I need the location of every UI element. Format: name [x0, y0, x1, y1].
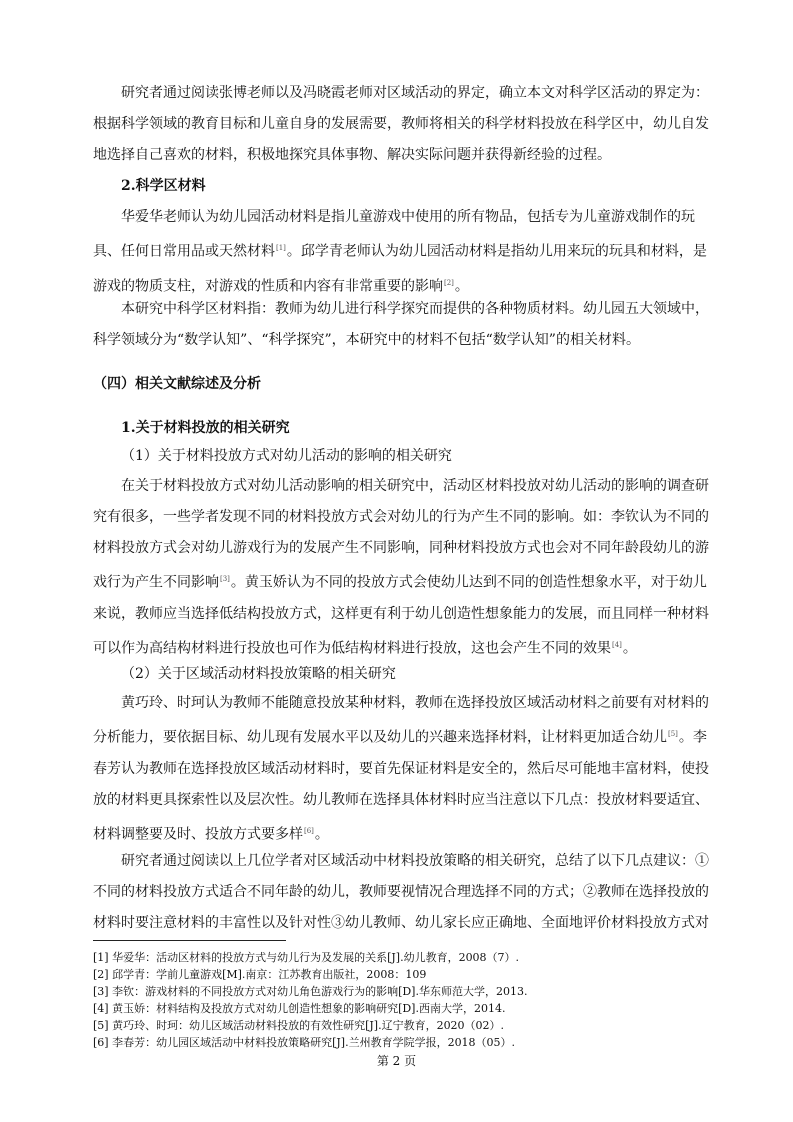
text-segment: 分析能力，要依据目标、幼儿现有发展水平以及幼儿的兴趣来选择材料，让材料更加适合幼儿: [93, 729, 667, 746]
text-line: [93, 564, 707, 599]
heading-science-materials: 2.科学区材料: [121, 178, 206, 194]
citation-ref: [3]: [220, 575, 230, 583]
text-line: 在关于材料投放方式对幼儿活动影响的相关研究中，活动区材料投放对幼儿活动的影响的调查研: [121, 478, 709, 494]
text-line: 研究者通过阅读张博老师以及冯晓霞老师对区域活动的界定，确立本文对科学区活动的界定为：: [121, 85, 709, 101]
text-line: 材料时要注意材料的丰富性以及针对性③幼儿教师、幼儿家长应正确地、全面地评价材料投放方式对: [93, 915, 709, 931]
text-line: 科学领域分为“数学认知”、“科学探究”，本研究中的材料不包括“数学认知”的相关材料。: [93, 332, 640, 348]
text-line: [93, 719, 707, 754]
citation-ref: [5]: [668, 730, 678, 738]
text-segment: 游戏的物质支柱，对游戏的性质和内容有非常重要的影响: [93, 278, 443, 295]
text-line: 黄巧玲、时珂认为教师不能随意投放某种材料，教师在选择投放区域活动材料之前要有对材料的: [121, 695, 709, 711]
text-segment: 具、任何日常用品或天然材料: [93, 243, 275, 260]
text-line: 研究者通过阅读以上几位学者对区域活动中材料投放策略的相关研究，总结了以下几点建议：①: [121, 853, 709, 869]
text-segment: 可以作为高结构材料进行投放也可作为低结构材料进行投放，这也会产生不同的效果: [93, 640, 611, 657]
text-line: 究有很多，一些学者发现不同的材料投放方式会对幼儿的行为产生不同的影响。如：李钦认为不同的: [93, 509, 709, 525]
text-segment: 材料调整要及时、投放方式要多样: [93, 826, 303, 843]
text-line: 本研究中科学区材料指：教师为幼儿进行科学探究而提供的各种物质材料。幼儿园五大领域中，: [121, 301, 709, 317]
text-line: 来说，教师应当选择低结构投放方式，这样更有利于幼儿创造性想象能力的发展，而且同样一种材料: [93, 605, 709, 622]
text-line: 华爱华老师认为幼儿园活动材料是指儿童游戏中使用的所有物品，包括专为儿童游戏制作的玩: [121, 209, 695, 225]
text-line: 放的材料更具探索性以及层次性。幼儿教师在选择具体材料时应当注意以下几点：投放材料要适宜、: [93, 791, 709, 808]
paragraph-placement-effects: [93, 471, 709, 664]
text-line: 根据科学领域的教育目标和儿童自身的发展需要，教师将相关的科学材料投放在科学区中，幼儿自发: [93, 116, 709, 132]
paragraph-placement-strategies: [93, 688, 709, 850]
citation-ref: [4]: [612, 640, 622, 649]
footnote-item: [4] 黄玉娇：材料结构及投放方式对幼儿创造性想象的影响研究[D].西南大学，2014.: [93, 1002, 506, 1015]
footnote-separator: [93, 940, 286, 941]
footnote-item: [1] 华爱华：活动区材料的投放方式与幼儿行为及发展的关系[J].幼儿教育，2008（7）.: [93, 951, 520, 964]
heading-material-placement: 1.关于材料投放的相关研究: [121, 420, 290, 436]
text-segment: 。黄玉娇认为不同的投放方式会使幼儿达到不同的创造性想象水平，对于幼儿: [230, 574, 707, 591]
footnote-item: [3] 李钦：游戏材料的不同投放方式对幼儿角色游戏行为的影响[D].华东师范大学，2013.: [93, 985, 528, 998]
paragraph-scope: [93, 294, 709, 356]
text-segment: 。: [454, 278, 469, 295]
citation-ref: [1]: [276, 244, 286, 252]
citation-ref: [2]: [444, 278, 454, 287]
text-line: 不同的材料投放方式适合不同年龄的幼儿，教师要视情况合理选择不同的方式；②教师在选择投放的: [93, 884, 709, 900]
paragraph-materials: [93, 202, 707, 302]
text-line: 材料投放方式会对幼儿游戏行为的发展产生不同影响，同种材料投放方式也会对不同年龄段幼儿的游: [93, 540, 709, 556]
text-line: 春芳认为教师在选择投放区域活动材料时，要首先保证材料是安全的，然后尽可能地丰富材料，使投: [93, 760, 709, 777]
subheading-placement-strategies: （2）关于区域活动材料投放策略的相关研究: [121, 666, 396, 682]
text-line: [93, 630, 703, 665]
citation-ref: [6]: [304, 826, 314, 835]
text-segment: 。: [622, 640, 637, 657]
page-number: 第 2 页: [376, 1054, 417, 1068]
text-line: [93, 233, 707, 268]
section-heading-literature-review: （四）相关文献综述及分析: [93, 376, 261, 392]
footnote-item: [6] 李春芳：幼儿园区域活动中材料投放策略研究[J].兰州教育学院学报，2018（05）.: [93, 1036, 516, 1049]
paragraph-definition: [93, 78, 709, 171]
text-segment: 。李: [678, 729, 707, 746]
footnote-item: [2] 邱学青：学前儿童游戏[M].南京：江苏教育出版社，2008：109: [93, 968, 427, 981]
paragraph-summary: [93, 846, 709, 939]
text-segment: 。邱学青老师认为幼儿园活动材料是指幼儿用来玩的玩具和材料，是: [286, 243, 707, 260]
text-segment: 。: [314, 826, 329, 843]
subheading-placement-effects: （1）关于材料投放方式对幼儿活动的影响的相关研究: [121, 448, 452, 464]
text-line: 地选择自己喜欢的材料，积极地探究具体事物、解决实际问题并获得新经验的过程。: [93, 147, 611, 163]
text-segment: 戏行为产生不同影响: [93, 574, 219, 591]
footnote-item: [5] 黄巧玲、时珂：幼儿区域活动材料投放的有效性研究[J].辽宁教育，2020（02）.: [93, 1019, 505, 1032]
